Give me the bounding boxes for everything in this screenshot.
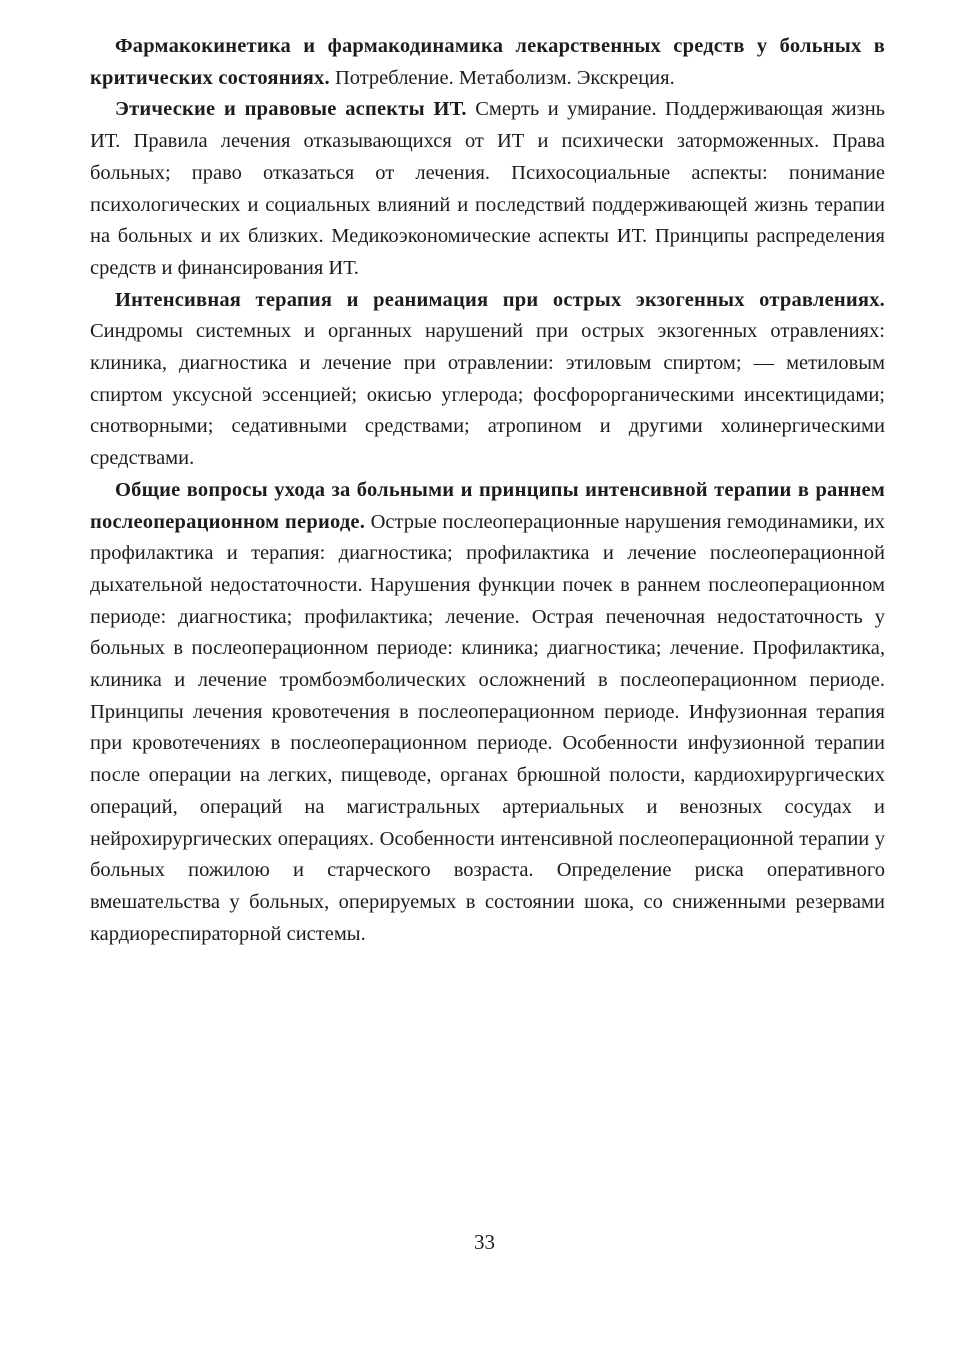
paragraph-heading: Этические и правовые аспекты ИТ. xyxy=(115,98,467,121)
paragraph-poisoning xyxy=(90,285,885,475)
paragraph-heading: Фармакокинетика и фармакодинамика лекарственных средств у больных в критических состояниях. xyxy=(90,35,885,89)
page-number: 33 xyxy=(474,1230,495,1254)
paragraph-postoperative-care xyxy=(90,475,885,951)
paragraph-ethics-legal xyxy=(90,94,885,284)
paragraph-pharmacokinetics xyxy=(90,31,885,94)
paragraph-body: Смерть и умирание. Поддерживающая жизнь ИТ. Правила лечения отказывающихся от ИТ и психически заторможенных. Права больных; право отказаться от лечения. Психосоциальные аспекты: понимание психологических и социальных влияний и последствий поддерживающей жизнь терапии на больных и их близких. Медикоэкономические аспекты ИТ. Принципы распределения средств и финансирования ИТ. xyxy=(90,98,886,279)
paragraph-heading: Общие вопросы ухода за больными и принципы интенсивной терапии в раннем послеоперационном периоде. xyxy=(90,478,885,533)
paragraph-body: Потребление. Метаболизм. Экскреция. xyxy=(334,66,675,89)
paragraph-heading: Интенсивная терапия и реанимация при острых экзогенных отравлениях. xyxy=(115,288,885,311)
paragraph-body: Острые послеоперационные нарушения гемодинамики, их профилактика и терапия: диагностика; профилактика и лечение послеоперационной дыхательной недостаточности. Нарушения функции почек в раннем послеоперационном периоде: диагностика; профилактика; лечение. Острая печеночная недостаточность у больных в послеоперационном периоде: клиника; диагностика; лечение. Профилактика, клиника и лечение тромбоэмболических осложнений в послеоперационном периоде. Принципы лечения кровотечения в послеоперационном периоде. Инфузионная терапия при кровотечениях в послеоперационном периоде. Особенности инфузионной терапии после операции на легких, пищеводе, органах брюшной полости, кардиохирургических операций, операций на магистральных артериальных и венозных сосудах и нейрохирургических операциях. Особенности интенсивной послеоперационной терапии у больных пожилою и старческого возраста. Определение риска оперативного вмешательства у больных, оперируемых в состоянии шока, со сниженными резервами кардиореспираторной системы. xyxy=(90,510,886,945)
page-text xyxy=(90,31,885,950)
paragraph-body: Синдромы системных и органных нарушений при острых экзогенных отравлениях: клиника, диагностика и лечение при отравлении: этиловым спиртом; — метиловым спиртом уксусной эссенцией; окисью углерода; фосфорорганическими инсектицидами; снотворными; седативными средствами; атропином и другими холинергическими средствами. xyxy=(90,320,885,470)
